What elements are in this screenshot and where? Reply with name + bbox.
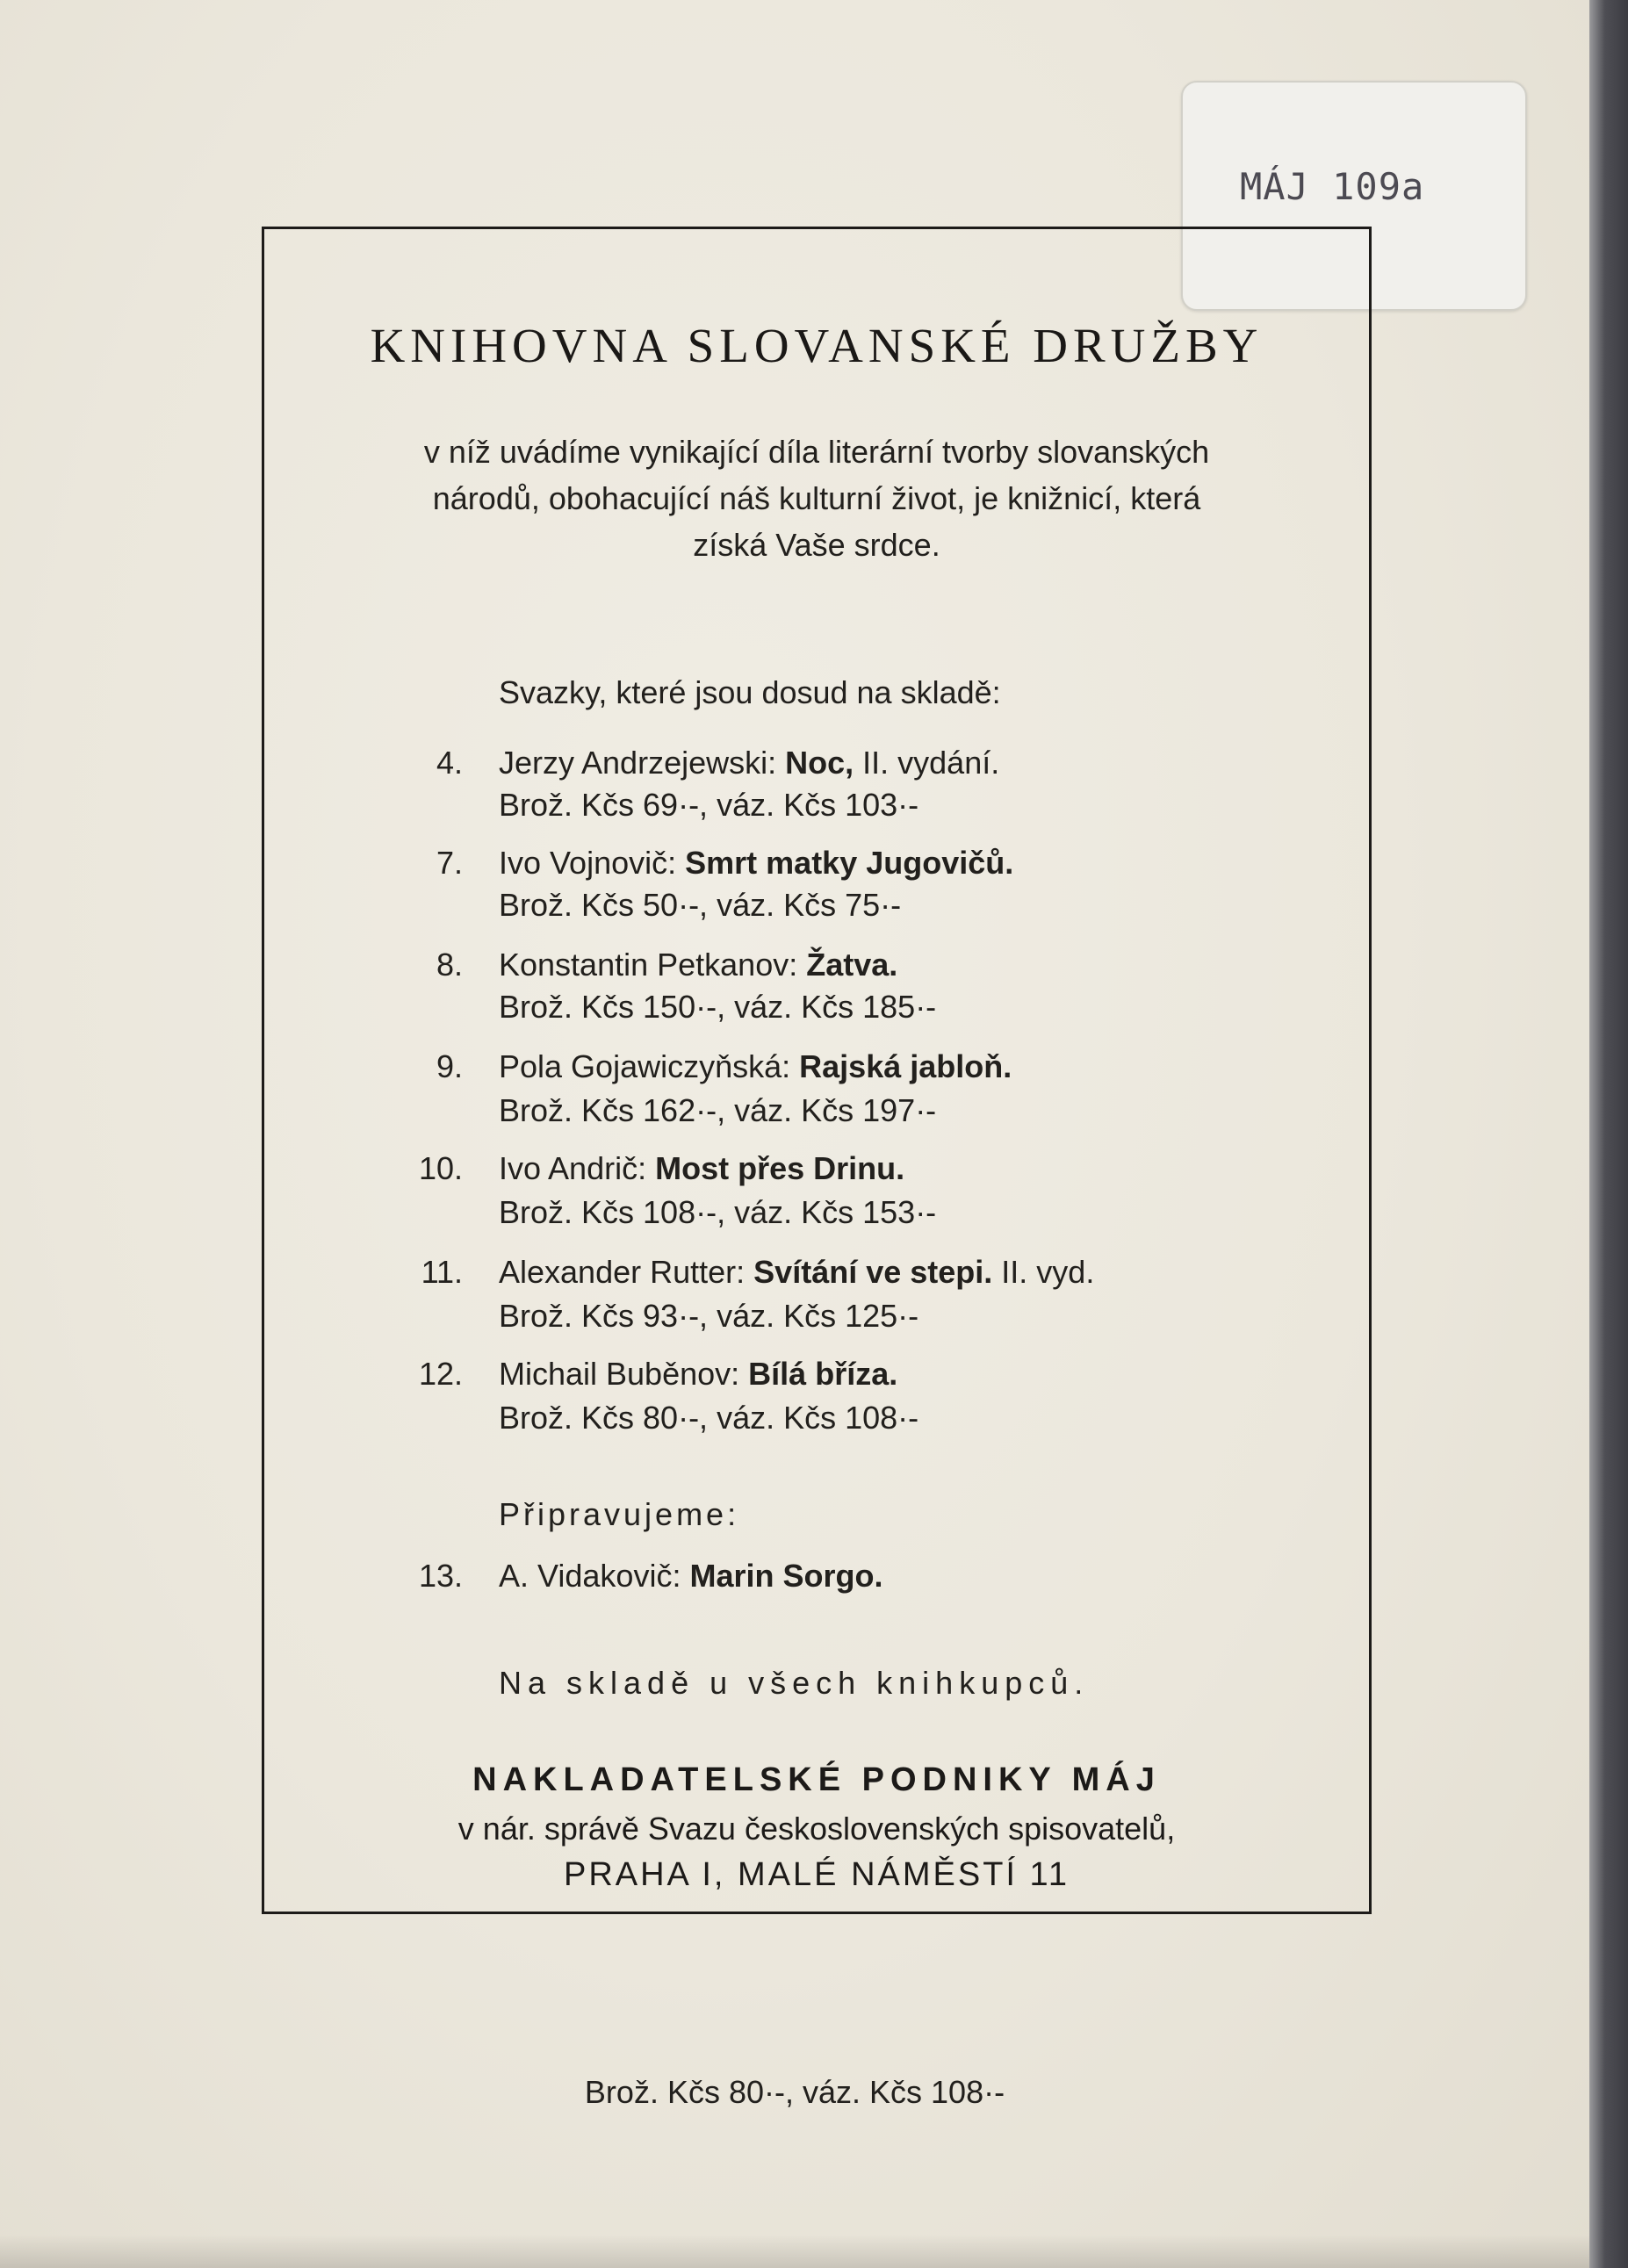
- book-price: Brož. Kčs 108·-, váz. Kčs 153·-: [499, 1194, 937, 1230]
- book-author: Alexander Rutter:: [499, 1254, 746, 1290]
- book-number: 8.: [436, 947, 463, 983]
- upcoming-heading: Připravujeme:: [499, 1496, 740, 1532]
- book-author: Pola Gojawiczyňská:: [499, 1048, 791, 1084]
- book-price: Brož. Kčs 80·-, váz. Kčs 108·-: [499, 1400, 919, 1436]
- book-price: Brož. Kčs 69·-, váz. Kčs 103·-: [499, 787, 919, 823]
- cover-edge: [1589, 0, 1628, 2268]
- book-author: Ivo Andrič:: [499, 1150, 647, 1186]
- series-title: KNIHOVNA SLOVANSKÉ DRUŽBY: [370, 319, 1264, 372]
- book-number: 12.: [418, 1356, 463, 1392]
- book-title: Noc,: [785, 745, 854, 781]
- book-author: Michail Buběnov:: [499, 1356, 740, 1392]
- book-number: 13.: [418, 1558, 463, 1594]
- book-number: 10.: [418, 1150, 463, 1186]
- book-price: Brož. Kčs 162·-, váz. Kčs 197·-: [499, 1092, 937, 1128]
- book-title: Rajská jabloň.: [799, 1048, 1012, 1084]
- book-number: 7.: [436, 845, 463, 881]
- book-price: Brož. Kčs 93·-, váz. Kčs 125·-: [499, 1298, 919, 1334]
- page-bottom-shadow: [0, 2235, 1589, 2268]
- book-author: Jerzy Andrzejewski:: [499, 745, 777, 781]
- book-price: Brož. Kčs 50·-, váz. Kčs 75·-: [499, 887, 902, 923]
- intro-paragraph: [316, 428, 1317, 568]
- intro-line: získá Vaše srdce.: [693, 527, 940, 563]
- book-entry: [499, 947, 897, 983]
- book-note: II. vydání.: [862, 745, 1000, 781]
- intro-line: v níž uvádíme vynikající díla literární tvorby slovanských: [423, 434, 1210, 470]
- book-author: Ivo Vojnovič:: [499, 845, 677, 881]
- book-title: Žatva.: [806, 947, 898, 983]
- book-author: Konstantin Petkanov:: [499, 947, 798, 983]
- book-number: 11.: [421, 1254, 463, 1290]
- book-number: 4.: [436, 745, 463, 781]
- book-author: A. Vidakovič:: [499, 1558, 681, 1594]
- footer-price: Brož. Kčs 80·-, váz. Kčs 108·-: [584, 2074, 1005, 2110]
- book-title: Most přes Drinu.: [655, 1150, 905, 1186]
- book-entry: [499, 1558, 882, 1595]
- book-entry: [499, 1254, 1094, 1291]
- book-entry: [499, 1150, 904, 1187]
- publisher-subtitle: v nár. správě Svazu československých spisovatelů,: [457, 1811, 1176, 1847]
- book-title: Bílá bříza.: [748, 1356, 898, 1392]
- book-price: Brož. Kčs 150·-, váz. Kčs 185·-: [499, 989, 937, 1025]
- availability-note: Na skladě u všech knihkupců.: [499, 1665, 1090, 1701]
- intro-line: národů, obohacující náš kulturní život, je knižnicí, která: [432, 480, 1201, 516]
- book-entry: [499, 745, 999, 781]
- book-title: Svítání ve stepi.: [753, 1254, 993, 1290]
- book-entry: [499, 845, 1013, 882]
- library-stamp-text: MÁJ 109a: [1240, 165, 1425, 208]
- publisher-address: PRAHA I, MALÉ NÁMĚSTÍ 11: [563, 1856, 1070, 1893]
- book-entry: [499, 1356, 897, 1393]
- book-entry: [499, 1048, 1012, 1085]
- publisher-name: NAKLADATELSKÉ PODNIKY MÁJ: [472, 1761, 1161, 1798]
- in-stock-heading: Svazky, které jsou dosud na skladě:: [499, 674, 1001, 710]
- book-note: II. vyd.: [1001, 1254, 1095, 1290]
- book-title: Smrt matky Jugovičů.: [685, 845, 1014, 881]
- book-title: Marin Sorgo.: [689, 1558, 883, 1594]
- book-number: 9.: [436, 1048, 463, 1084]
